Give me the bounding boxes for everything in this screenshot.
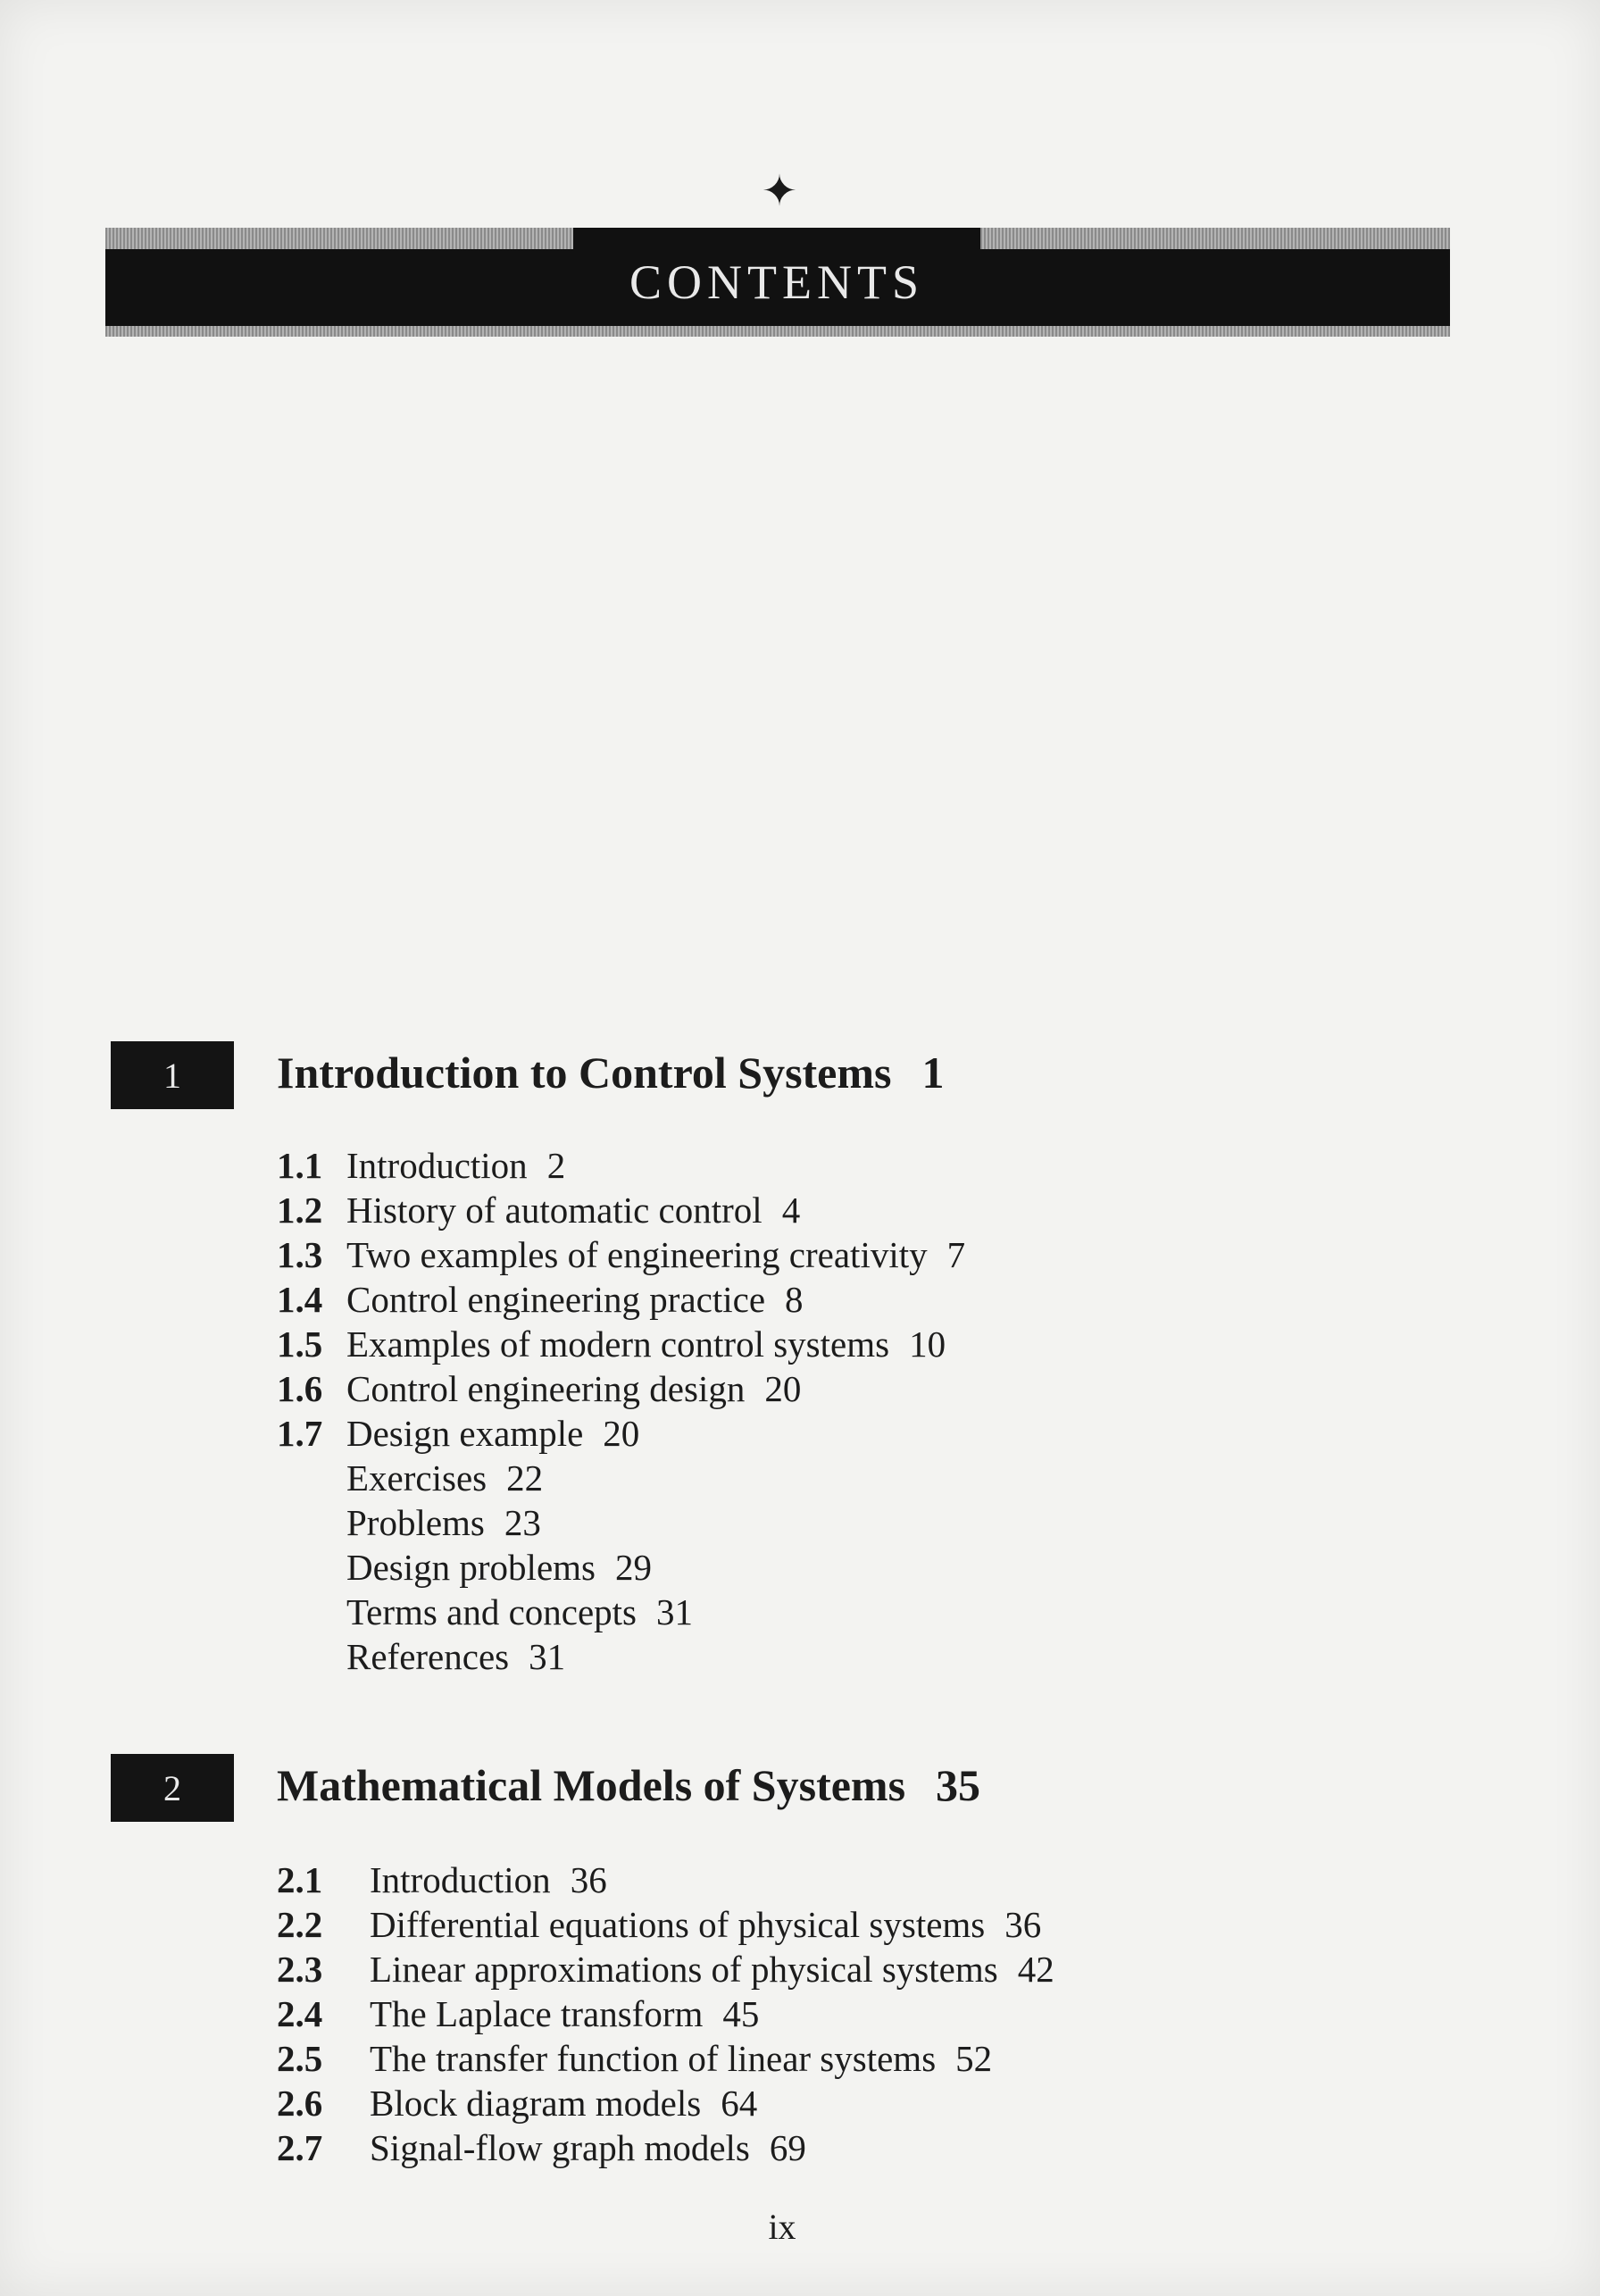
- chapter-number: 1: [163, 1055, 181, 1096]
- banner-title-box: [573, 228, 980, 326]
- section-page: 64: [721, 2083, 758, 2124]
- section-title-row: [346, 1590, 693, 1634]
- toc-entry: [277, 1456, 544, 1500]
- section-title: Two examples of engineering creativity: [346, 1234, 928, 1275]
- section-title-row: [346, 1500, 541, 1545]
- toc-entry: [277, 1366, 802, 1411]
- toc-entry: [277, 2081, 758, 2125]
- section-title-row: [346, 1277, 804, 1322]
- toc-entry: [277, 1858, 607, 1902]
- section-title-row: [346, 1143, 565, 1188]
- chapter-2-entries: [277, 1858, 1054, 2170]
- section-page: 10: [909, 1323, 946, 1365]
- section-page: 20: [603, 1413, 640, 1454]
- toc-entry: [277, 1411, 640, 1456]
- toc-entry: [277, 1634, 566, 1679]
- section-title: Exercises: [346, 1457, 488, 1499]
- section-page: 45: [722, 1993, 760, 2034]
- toc-entry: [277, 1590, 694, 1634]
- section-page: 23: [504, 1502, 541, 1543]
- section-title: Design problems: [346, 1547, 596, 1588]
- chapter-1-entries: [277, 1143, 966, 1679]
- toc-entry: [277, 1143, 566, 1188]
- section-title-row: [346, 1411, 639, 1456]
- toc-entry: [277, 1902, 1042, 1947]
- section-title: Linear approximations of physical systems: [370, 1949, 998, 1990]
- section-title: Examples of modern control systems: [346, 1323, 890, 1365]
- section-page: 31: [529, 1636, 566, 1677]
- section-title: The transfer function of linear systems: [370, 2038, 937, 2079]
- section-title-row: [370, 1991, 759, 2036]
- contents-banner: [105, 228, 1450, 337]
- section-number: 1.1: [277, 1145, 323, 1186]
- section-number: 2.6: [277, 2083, 323, 2124]
- section-title: History of automatic control: [346, 1190, 762, 1231]
- section-title-row: [346, 1366, 801, 1411]
- section-title-row: [370, 1858, 607, 1902]
- section-title-row: [370, 2081, 757, 2125]
- toc-entry: [277, 1947, 1054, 1991]
- page-title: CONTENTS: [629, 255, 924, 309]
- section-page: 2: [546, 1145, 566, 1186]
- section-title: Control engineering design: [346, 1368, 746, 1409]
- toc-entry: [277, 1188, 801, 1232]
- toc-entry: [277, 1500, 541, 1545]
- section-title: Problems: [346, 1502, 485, 1543]
- chapter-page: 1: [921, 1048, 945, 1098]
- ornament-icon: ✦: [761, 168, 798, 215]
- section-page: 42: [1017, 1949, 1054, 1990]
- chapter-number-box: [111, 1754, 234, 1822]
- toc-entry: [277, 1322, 946, 1366]
- section-title-row: [370, 2036, 992, 2081]
- section-title-row: [346, 1456, 543, 1500]
- toc-entry: [277, 2125, 806, 2170]
- section-title: Design example: [346, 1413, 584, 1454]
- section-title: Signal-flow graph models: [370, 2127, 750, 2168]
- section-page: 36: [570, 1859, 607, 1900]
- toc-entry: [277, 1232, 966, 1277]
- section-title: Block diagram models: [370, 2083, 702, 2124]
- section-title: Control engineering practice: [346, 1279, 766, 1320]
- section-number: 2.5: [277, 2038, 323, 2079]
- banner-stripe-bottom: [105, 326, 1450, 337]
- section-page: 8: [785, 1279, 804, 1320]
- section-title-row: [346, 1232, 965, 1277]
- section-page: 4: [781, 1190, 801, 1231]
- section-title: References: [346, 1636, 510, 1677]
- section-title: Introduction: [346, 1145, 528, 1186]
- section-title-row: [346, 1545, 652, 1590]
- section-number: 1.7: [277, 1413, 323, 1454]
- chapter-heading: [277, 1759, 980, 1811]
- chapter-title: Introduction to Control Systems: [277, 1048, 892, 1098]
- section-title: Terms and concepts: [346, 1591, 638, 1632]
- toc-entry: [277, 1277, 804, 1322]
- section-page: 36: [1004, 1904, 1042, 1945]
- section-number: 2.4: [277, 1993, 323, 2034]
- chapter-heading: [277, 1047, 944, 1098]
- chapter-title: Mathematical Models of Systems: [277, 1760, 906, 1810]
- section-number: 1.4: [277, 1279, 323, 1320]
- toc-entry: [277, 1991, 760, 2036]
- section-number: 1.6: [277, 1368, 323, 1409]
- section-title-row: [370, 1947, 1054, 1991]
- section-title: The Laplace transform: [370, 1993, 704, 2034]
- section-number: 2.3: [277, 1949, 323, 1990]
- bleed-through-texture: [330, 339, 1402, 607]
- section-page: 20: [764, 1368, 802, 1409]
- section-number: 2.1: [277, 1859, 323, 1900]
- section-number: 2.2: [277, 1904, 323, 1945]
- section-title-row: [370, 2125, 806, 2170]
- section-title: Differential equations of physical systems: [370, 1904, 986, 1945]
- chapter-number-box: [111, 1041, 234, 1109]
- page-folio: ix: [768, 2207, 796, 2247]
- section-page: 29: [615, 1547, 652, 1588]
- section-title-row: [346, 1188, 800, 1232]
- toc-entry: [277, 2036, 993, 2081]
- section-title-row: [346, 1322, 946, 1366]
- section-number: 1.3: [277, 1234, 323, 1275]
- section-page: 7: [946, 1234, 966, 1275]
- section-title-row: [346, 1634, 565, 1679]
- chapter-number: 2: [163, 1767, 181, 1808]
- section-number: 2.7: [277, 2127, 323, 2168]
- chapter-page: 35: [936, 1760, 981, 1810]
- section-page: 22: [506, 1457, 544, 1499]
- section-page: 31: [656, 1591, 694, 1632]
- section-page: 52: [955, 2038, 993, 2079]
- section-title: Introduction: [370, 1859, 551, 1900]
- toc-entry: [277, 1545, 652, 1590]
- section-number: 1.5: [277, 1323, 323, 1365]
- section-title-row: [370, 1902, 1041, 1947]
- section-number: 1.2: [277, 1190, 323, 1231]
- section-page: 69: [769, 2127, 806, 2168]
